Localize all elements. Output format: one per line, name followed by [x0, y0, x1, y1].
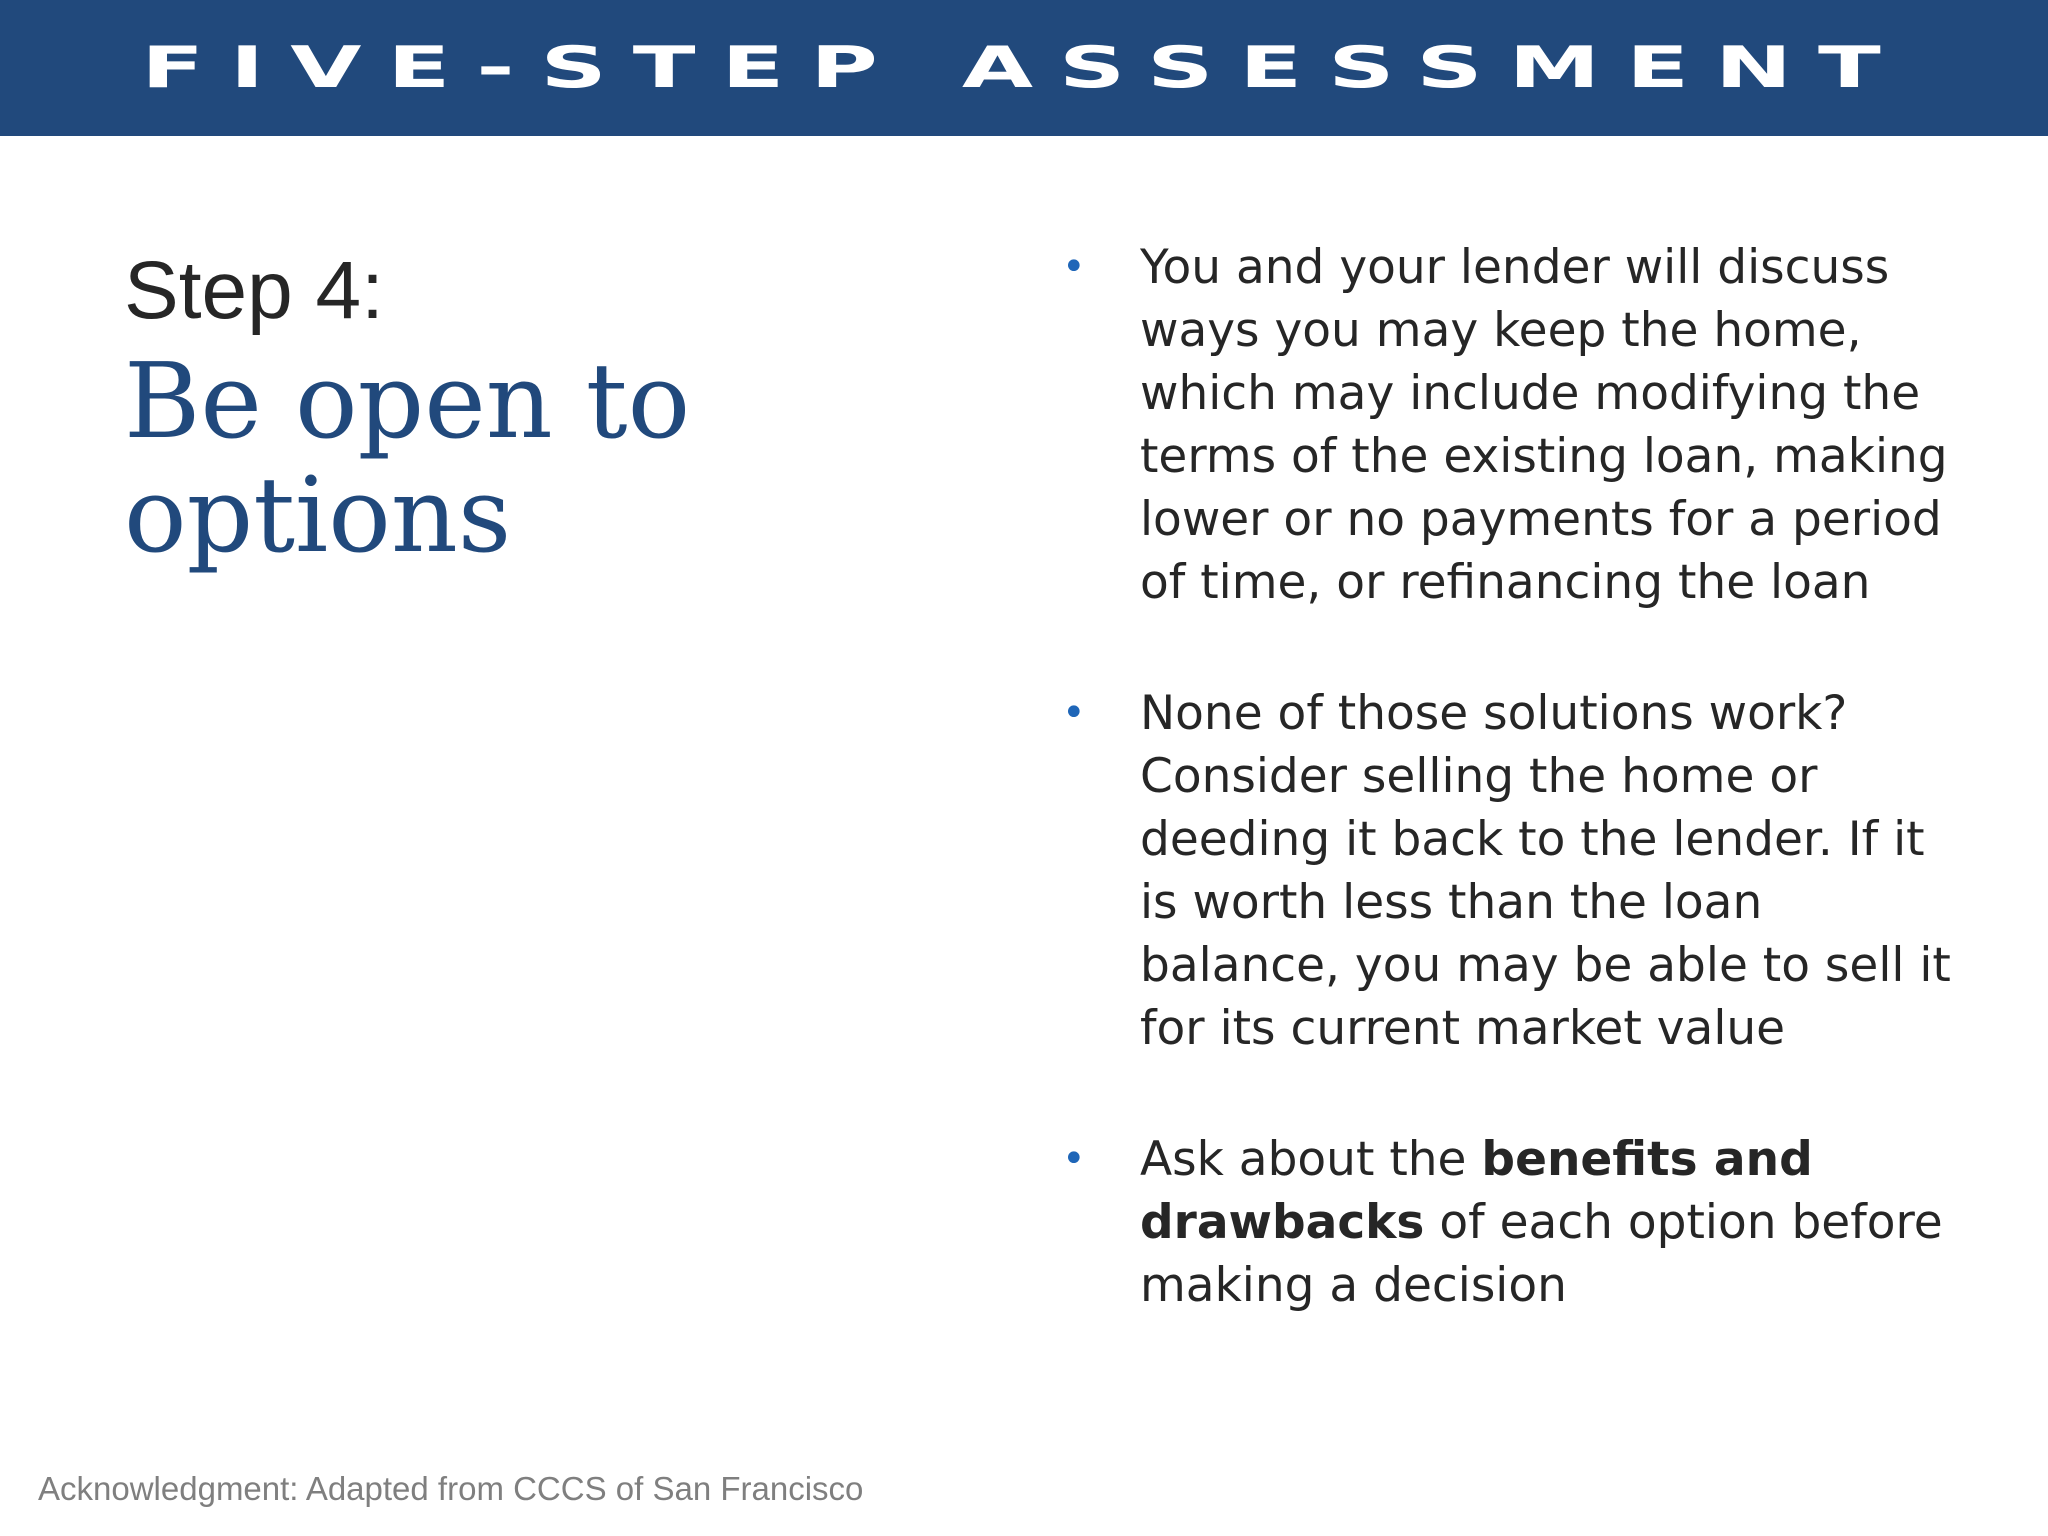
acknowledgment-footer: Acknowledgment: Adapted from CCCS of San Francisco — [38, 1470, 864, 1507]
bullet-text-pre: Ask about the — [1140, 1132, 1482, 1187]
banner-title: FIVE-STEP ASSESSMENT — [141, 34, 1907, 101]
step-label: Step 4: — [124, 245, 384, 336]
bullet-text-bold: benefits and drawbacks — [1140, 1132, 1813, 1250]
bullet-text — [1140, 1132, 1943, 1313]
step-heading — [124, 245, 984, 577]
bullet-dot-icon: • — [1062, 1136, 1086, 1182]
bullet-dot-icon: • — [1062, 690, 1086, 736]
bullet-dot-icon: • — [1062, 244, 1086, 290]
bullet-column — [1060, 236, 1960, 1385]
bullet-text-post: of each option before making a decision — [1140, 1195, 1943, 1313]
bullet-text: You and your lender will discuss ways you may keep the home, which may include modifying the terms of the existing loan, making lower or no payments for a period of time, or refinancing the loan — [1140, 240, 1948, 610]
bullet-item-keep-home — [1060, 236, 1960, 614]
header-banner — [0, 0, 2048, 136]
step-title: Be open to options — [124, 340, 691, 577]
bullet-item-sell-home — [1060, 682, 1960, 1060]
bullet-item-benefits — [1060, 1128, 1960, 1317]
bullet-list — [1060, 236, 1960, 1317]
bullet-text: None of those solutions work? Consider selling the home or deeding it back to the lender. If it is worth less than the loan balance, you may be able to sell it for its current market value — [1140, 686, 1951, 1056]
